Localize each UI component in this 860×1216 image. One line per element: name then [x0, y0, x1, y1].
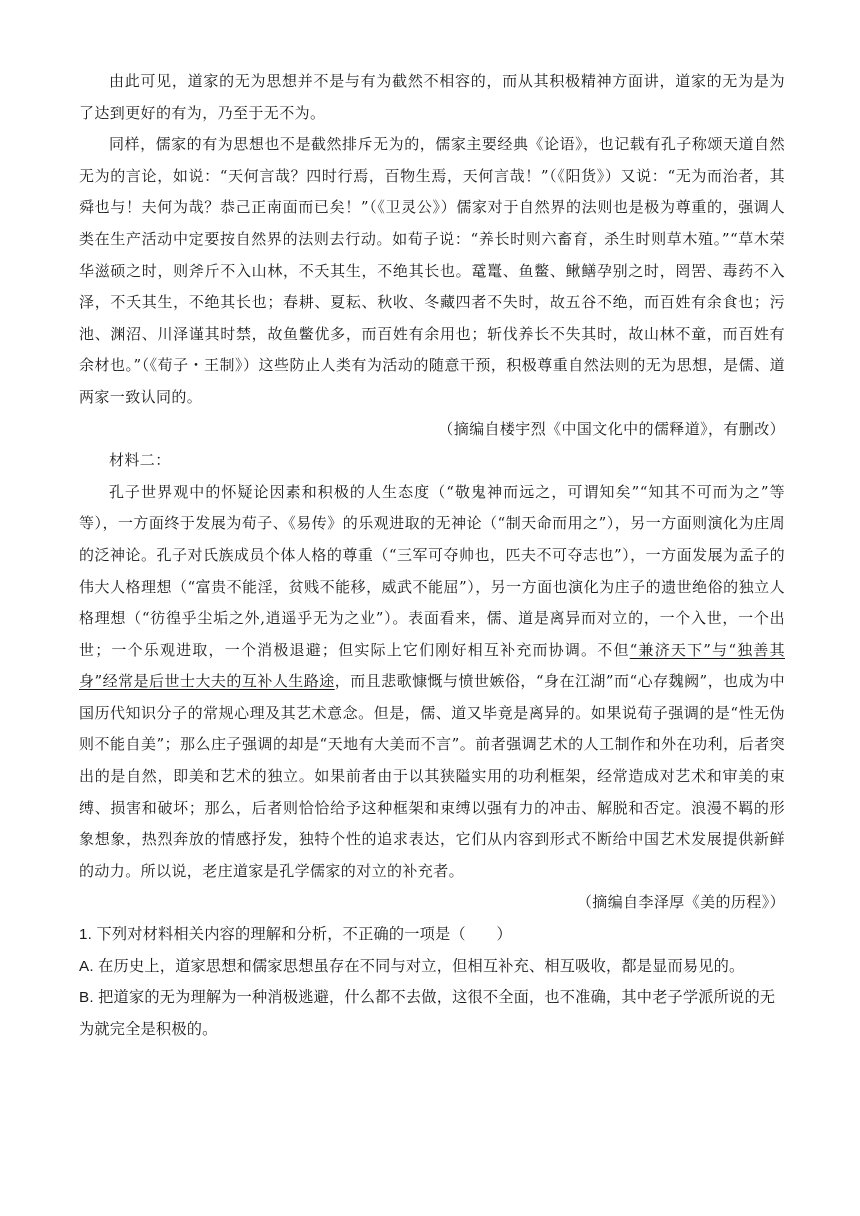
- material2-text-before: 孔子世界观中的怀疑论因素和积极的人生态度（“敬鬼神而远之，可谓知矣”“知其不可而为之”等等），一方面终于发展为荀子、《易传》的乐观进取的无神论（“制天命而用之”），另一方面则演化为庄周的泛神论。孔子对氏族成员个体人格的尊重（“三军可夺帅也，匹夫不可夺志也”），一方面发展为孟子的伟大人格理想（“富贵不能淫，贫贱不能移，威武不能屈”），另一方面也演化为庄子的遗世绝俗的独立人格理想（“彷徨乎尘垢之外,逍遥乎无为之业”）。表面看来，儒、道是离异而对立的，一个入世，一个出世；一个乐观进取，一个消极退避；但实际上它们刚好相互补充而协调。不但: [79, 482, 785, 659]
- material2-label: 材料二：: [109, 451, 171, 470]
- material2-underlined-text: “兼济天下”与“独善其身”经常是后世士大夫的互补人生路途: [79, 640, 785, 691]
- material1-source: （摘编自楼宇烈《中国文化中的儒释道》，有删改）: [438, 419, 785, 438]
- question-1: [79, 919, 785, 1045]
- material2-paragraph: [79, 477, 785, 888]
- material2-text-after: ，而且悲歌慷慨与愤世嫉俗，“身在江湖”而“心存魏阙”，也成为中国历代知识分子的常规心理及其艺术意念。但是，儒、道又毕竟是离异的。如果说荀子强调的是“性无伪则不能自美”；那么庄子强调的却是“天地有大美而不言”。前者强调艺术的人工制作和外在功利，后者突出的是自然，即美和艺术的独立。如果前者由于以其狭隘实用的功利框架，经常造成对艺术和审美的束缚、损害和破坏；那么，后者则恰恰给予这种框架和束缚以强有力的冲击、解脱和否定。浪漫不羁的形象想象，热烈奔放的情感抒发，独特个性的追求表达，它们从内容到形式不断给中国艺术发展提供新鲜的动力。所以说，老庄道家是孔学儒家的对立的补充者。: [79, 672, 785, 880]
- question-1-option-a: A. 在历史上，道家思想和儒家思想虽存在不同与对立，但相互补充、相互吸收，都是显而易见的。: [79, 957, 745, 975]
- question-1-option-b: B. 把道家的无为理解为一种消极逃避，什么都不去做，这很不全面，也不准确，其中老子学派所说的无为就完全是积极的。: [79, 989, 776, 1038]
- material2-source: （摘编自李泽厚《美的历程》）: [576, 893, 785, 912]
- question-1-stem: 1. 下列对材料相关内容的理解和分析，不正确的一项是（ ）: [79, 926, 512, 944]
- document-page: [79, 66, 785, 1045]
- material1-paragraph-2: 同样，儒家的有为思想也不是截然排斥无为的，儒家主要经典《论语》，也记载有孔子称颂天道自然无为的言论，如说：“天何言哉？四时行焉，百物生焉，天何言哉！”（《阳货》）又说：“无为而治者，其舜也与！夫何为哉？恭己正南面而已矣！”（《卫灵公》）儒家对于自然界的法则也是极为尊重的，强调人类在生产活动中定要按自然界的法则去行动。如荀子说：“养长时则六畜育，杀生时则草木殖。”“草木荣华滋硕之时，则斧斤不入山林，不夭其生，不绝其长也。鼋鼍、鱼鳖、鳅鳝孕别之时，罔罟、毒药不入泽，不夭其生，不绝其长也；春耕、夏耘、秋收、冬藏四者不失时，故五谷不绝，而百姓有余食也；污池、渊沼、川泽谨其时禁，故鱼鳖优多，而百姓有余用也；斩伐养长不失其时，故山林不童，而百姓有余材也。”（《荀子・王制》）这些防止人类有为活动的随意干预，积极尊重自然法则的无为思想，是儒、道两家一致认同的。: [79, 135, 785, 406]
- material1-paragraph-1: 由此可见，道家的无为思想并不是与有为截然不相容的，而从其积极精神方面讲，道家的无为是为了达到更好的有为，乃至于无不为。: [79, 72, 785, 122]
